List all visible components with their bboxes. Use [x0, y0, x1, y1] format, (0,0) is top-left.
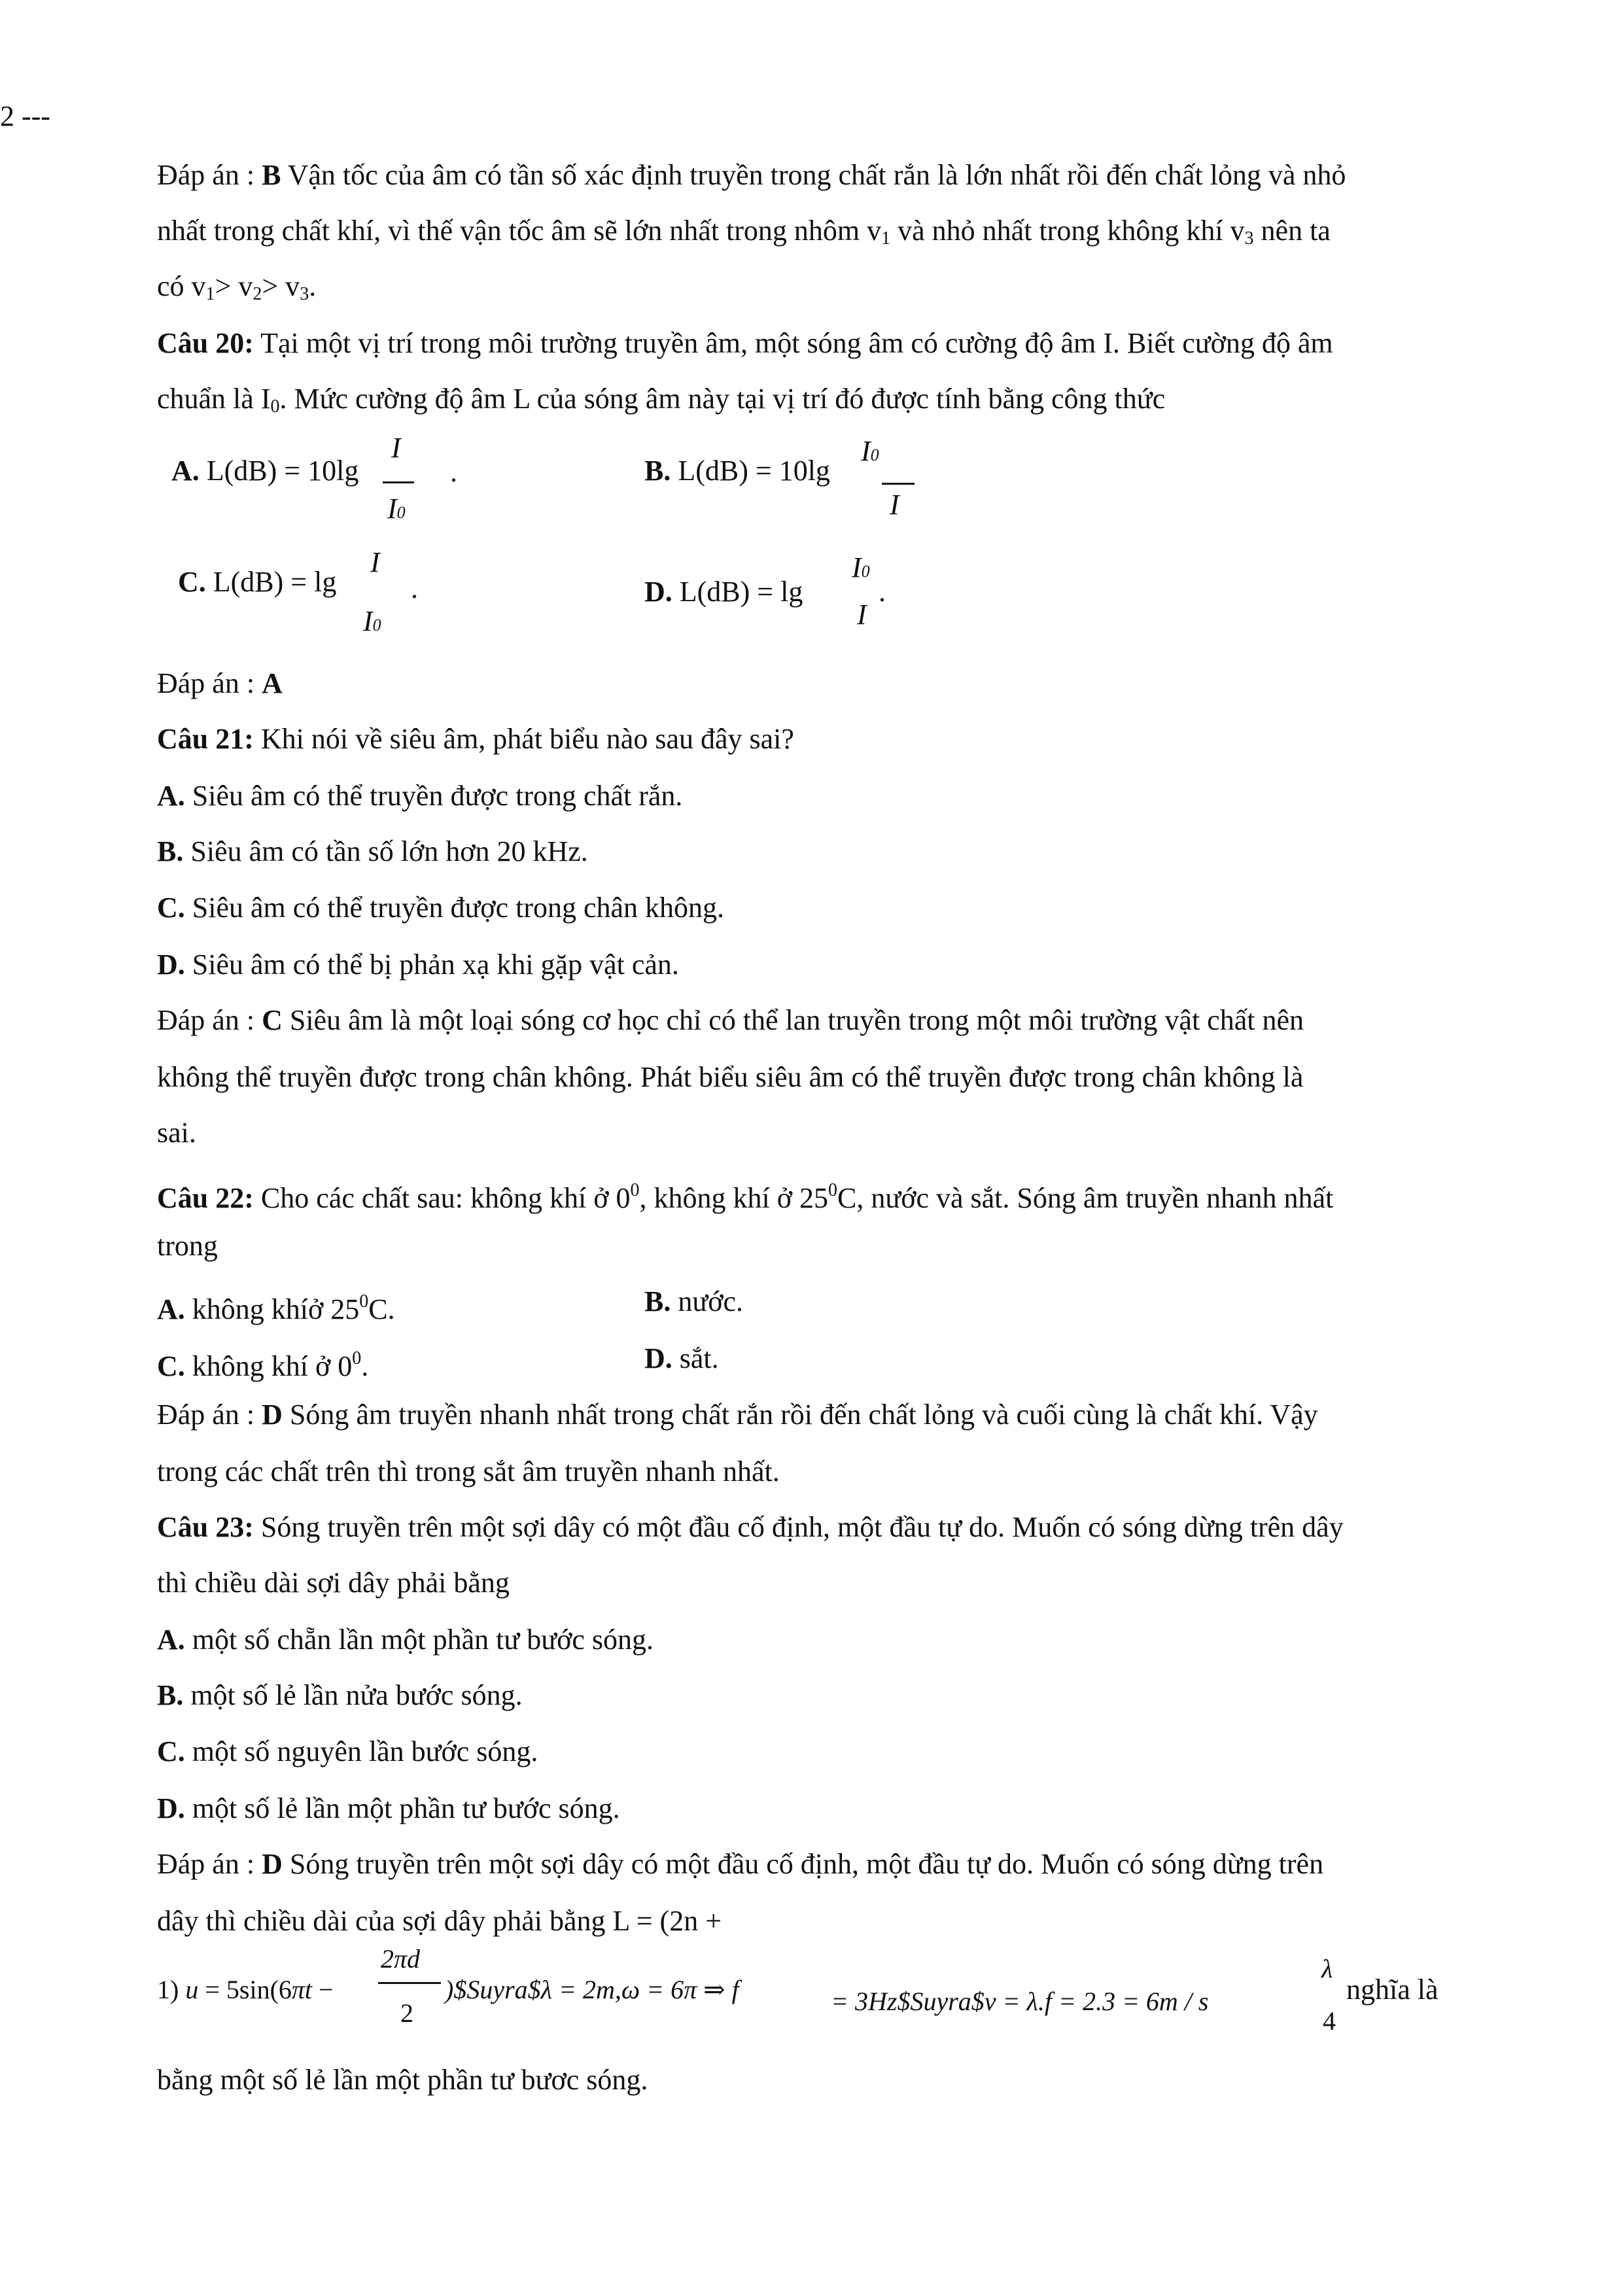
q23-option-c: C. một số nguyên lần bước sóng.	[157, 1735, 538, 1767]
q22-answer-line1: Đáp án : D Sóng âm truyền nhanh nhất trong chất rắn rồi đến chất lỏng và cuối cùng là chất khí. Vậy	[157, 1399, 1318, 1431]
q23-answer-line2: dây thì chiều dài của sợi dây phải bằng L = (2n +	[157, 1905, 722, 1937]
q20-question-line2: chuẩn là $I_0$. Mức cường độ âm L của sóng âm này tại vị trí đó được tính bằng công thức	[157, 383, 1166, 417]
q19-answer-line1: Đáp án : B Vận tốc của âm có tần số xác định truyền trong chất rắn là lớn nhất rồi đến chất lỏng và nhỏ	[157, 159, 1346, 191]
q23-question-line2: thì chiều dài sợi dây phải bằng	[157, 1567, 510, 1599]
q20-option-d-numerator: I0	[852, 551, 870, 583]
q20-option-a-denominator: I0	[387, 493, 406, 525]
q22-option-d: D. sắt.	[644, 1342, 719, 1374]
q23-formula-denominator: 2	[400, 1998, 413, 2028]
q23-formula-lambda: λ	[1321, 1954, 1333, 1983]
q20-option-a-fraction-bar	[383, 481, 414, 483]
q23-option-a: A. một số chẵn lần một phần tư bước sóng.	[157, 1624, 654, 1656]
q23-answer-line1: Đáp án : D Sóng truyền trên một sợi dây có một đầu cố định, một đầu tự do. Muốn có sóng dừng trên	[157, 1848, 1324, 1880]
q20-option-a-numerator: I	[391, 432, 401, 464]
q23-option-b: B. một số lẻ lần nửa bước sóng.	[157, 1679, 523, 1711]
q20-option-d-dot: .	[879, 576, 886, 608]
q23-formula-middle: )$Suyra$λ = 2m,ω = 6π ⇒ f	[445, 1975, 739, 2004]
q21-answer-line2: không thể truyền được trong chân không. Phát biểu siêu âm có thể truyền được trong chân không là	[157, 1061, 1304, 1093]
q20-option-a-dot: .	[450, 456, 457, 488]
q20-option-d-denominator: I	[857, 599, 867, 631]
q22-question-line1: Câu 22: Cho các chất sau: không khí ở $0^0$, không khí ở $25^0C$, nước và sắt. Sóng âm truyền nhanh nhất	[157, 1180, 1334, 1214]
q20-option-d: D. L(dB) = lg	[644, 576, 803, 608]
q22-option-c: C. không khí ở $0^0$.	[157, 1348, 369, 1382]
q20-option-b-numerator: I0	[861, 435, 879, 467]
q23-question-line1: Câu 23: Sóng truyền trên một sợi dây có một đầu cố định, một đầu tự do. Muốn có sóng dừng trên dây	[157, 1511, 1344, 1543]
q21-option-b: B. Siêu âm có tần số lớn hơn 20 kHz.	[157, 835, 588, 867]
q20-option-c-dot: .	[411, 572, 418, 604]
q22-answer-line2: trong các chất trên thì trong sắt âm truyền nhanh nhất.	[157, 1455, 780, 1487]
q21-option-c: C. Siêu âm có thể truyền được trong chân không.	[157, 892, 725, 924]
q23-formula-left: 1) u = 5sin(6πt −	[157, 1975, 334, 2004]
q21-answer-line3: sai.	[157, 1117, 196, 1149]
q21-question: Câu 21: Khi nói về siêu âm, phát biểu nào sau đây sai?	[157, 723, 794, 755]
q19-answer-line2: nhất trong chất khí, vì thế vận tốc âm sẽ lớn nhất trong nhôm $v_1$ và nhỏ nhất trong không khí $v_3$ nên ta	[157, 215, 1331, 249]
q22-question-line2: trong	[157, 1230, 218, 1262]
q21-option-d: D. Siêu âm có thể bị phản xạ khi gặp vật cản.	[157, 948, 679, 981]
q20-option-b-denominator: I	[890, 489, 899, 521]
q20-option-c-numerator: I	[370, 546, 380, 578]
q20-option-a: A. L(dB) = 10lg	[171, 455, 359, 487]
page-marker: 2 ---	[0, 100, 50, 132]
q22-option-a: A. không khíở $25^0C$.	[157, 1291, 395, 1325]
q20-option-c: C. L(dB) = lg	[178, 566, 337, 598]
q21-answer-line1: Đáp án : C Siêu âm là một loại sóng cơ học chỉ có thể lan truyền trong một môi trường vật chất nên	[157, 1004, 1304, 1036]
q23-answer-line3: bằng một số lẻ lần một phần tư bươc sóng.	[157, 2064, 648, 2096]
q23-formula-numerator: 2πd	[381, 1944, 421, 1974]
q20-option-c-denominator: I0	[363, 605, 381, 637]
q23-formula-tail: nghĩa là	[1346, 1974, 1439, 2006]
q23-formula-right: = 3Hz$Suyra$v = λ.f = 2.3 = 6m / s	[831, 1987, 1209, 2016]
q23-formula-four: 4	[1323, 2006, 1336, 2036]
q20-answer: Đáp án : A	[157, 667, 283, 699]
q20-option-b: B. L(dB) = 10lg	[644, 455, 830, 487]
q19-answer-line3: có $v_1> v_2> v_3$.	[157, 270, 317, 304]
q20-option-b-fraction-bar	[882, 483, 915, 485]
q23-formula-fraction-bar	[378, 1982, 441, 1984]
q20-question-line1: Câu 20: Tại một vị trí trong môi trường truyền âm, một sóng âm có cường độ âm I. Biết cường độ âm	[157, 327, 1333, 359]
q23-option-d: D. một số lẻ lần một phần tư bước sóng.	[157, 1792, 620, 1824]
q22-option-b: B. nước.	[644, 1285, 744, 1317]
q21-option-a: A. Siêu âm có thể truyền được trong chất rắn.	[157, 780, 683, 812]
